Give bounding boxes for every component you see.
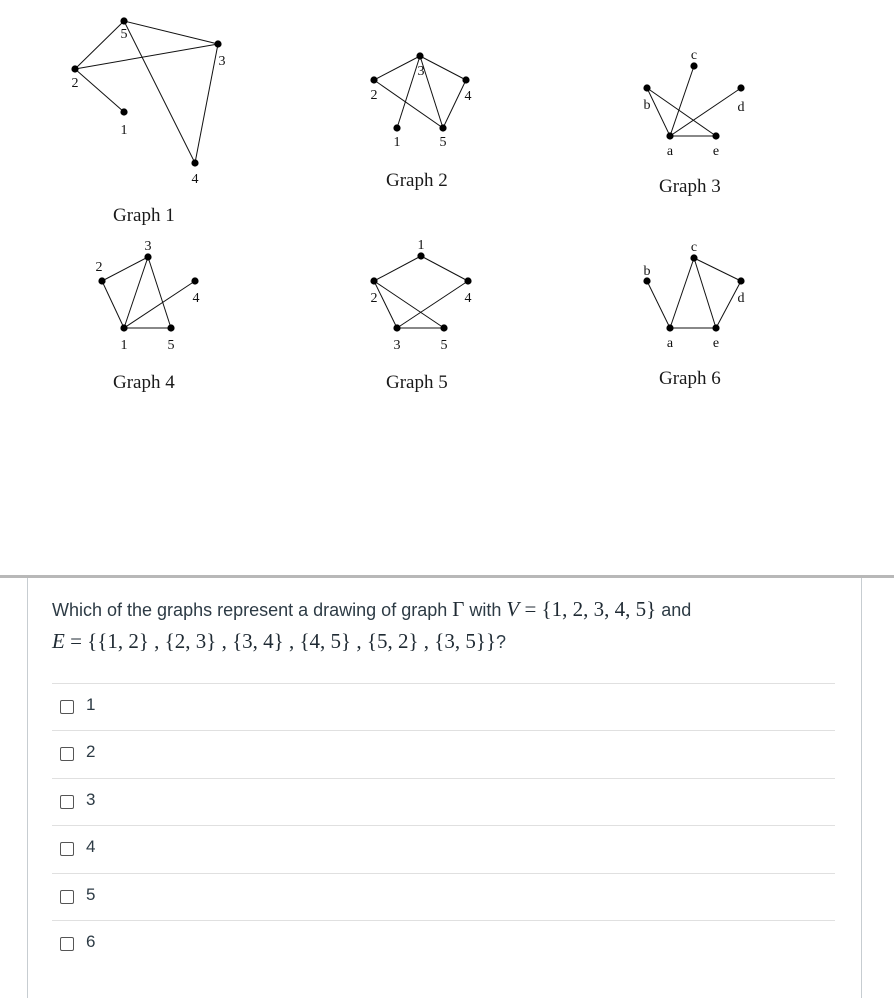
graph-1-vertex xyxy=(120,17,127,24)
graph-1-vertex-label: 1 xyxy=(120,123,128,138)
graph-3-vertex-label: c xyxy=(690,48,698,63)
graph-2-edge xyxy=(443,80,466,128)
option-4-label[interactable]: 4 xyxy=(86,837,96,856)
graph-2-vertex xyxy=(370,76,377,83)
graph-5-vertex-label: 2 xyxy=(370,291,378,306)
graph-6-vertex xyxy=(737,277,744,284)
graph-6-vertex xyxy=(690,254,697,261)
graph-4-caption: Graph 4 xyxy=(113,372,175,393)
graph-6-vertex xyxy=(666,324,673,331)
graph-1-vertex xyxy=(191,159,198,166)
edge-set-symbol: E xyxy=(52,629,65,653)
option-3-label[interactable]: 3 xyxy=(86,790,96,809)
question-text-part: and xyxy=(656,600,692,620)
graph-3-vertex xyxy=(712,132,719,139)
graph-3-vertex xyxy=(690,62,697,69)
option-6-label[interactable]: 6 xyxy=(86,932,96,951)
graph-6-vertex-label: b xyxy=(643,264,651,279)
option-2-label[interactable]: 2 xyxy=(86,742,96,761)
option-1-checkbox[interactable] xyxy=(60,700,74,714)
graph-3-vertex-label: b xyxy=(643,98,651,113)
graph-1-vertex xyxy=(120,108,127,115)
graph-5-edge xyxy=(374,281,444,328)
graph-6-vertex-label: e xyxy=(712,336,720,351)
graph-2-vertex-label: 2 xyxy=(370,88,378,103)
graph-1-vertex-label: 2 xyxy=(71,76,79,91)
graph-4-edge xyxy=(102,281,124,328)
graph-2-vertex-label: 3 xyxy=(417,64,425,79)
option-1-label[interactable]: 1 xyxy=(86,695,96,714)
graph-4-vertex-label: 5 xyxy=(167,338,175,353)
question-text-part: Which of the graphs represent a drawing of graph xyxy=(52,600,453,620)
graph-4-vertex xyxy=(191,277,198,284)
graph-1-edge xyxy=(124,21,195,163)
graph-5-vertex-label: 5 xyxy=(440,338,448,353)
graph-5-caption: Graph 5 xyxy=(386,372,448,393)
gamma-symbol: Γ xyxy=(452,597,465,621)
graph-5-vertex xyxy=(417,252,424,259)
option-4-checkbox[interactable] xyxy=(60,842,74,856)
graph-5-vertex xyxy=(440,324,447,331)
graph-3-vertex-label: e xyxy=(712,144,720,159)
graph-4-vertex-label: 4 xyxy=(192,291,200,306)
graph-2-edge xyxy=(374,80,443,128)
graph-6-edge xyxy=(670,258,694,328)
graph-5-vertex-label: 4 xyxy=(464,291,472,306)
graph-2-vertex xyxy=(416,52,423,59)
graph-2-vertex-label: 1 xyxy=(393,135,401,150)
graph-2-vertex xyxy=(393,124,400,131)
graph-4-vertex-label: 3 xyxy=(144,239,152,254)
graph-3-edge xyxy=(670,66,694,136)
graph-6-vertex-label: a xyxy=(666,336,674,351)
graph-5-vertex-label: 1 xyxy=(417,238,425,253)
graph-2-vertex-label: 4 xyxy=(464,89,472,104)
graph-3-vertex-label: a xyxy=(666,144,674,159)
graph-1-vertex-label: 5 xyxy=(120,27,128,42)
graph-4-vertex xyxy=(120,324,127,331)
graph-5-vertex xyxy=(370,277,377,284)
graph-3-caption: Graph 3 xyxy=(659,176,721,197)
graph-6-vertex-label: c xyxy=(690,240,698,255)
graph-2-caption: Graph 2 xyxy=(386,170,448,191)
option-2-checkbox[interactable] xyxy=(60,747,74,761)
graph-5-edge xyxy=(374,256,421,281)
graph-1-edge xyxy=(195,44,218,163)
option-5[interactable] xyxy=(52,873,835,921)
graph-6-vertex-label: d xyxy=(737,291,745,306)
graph-1-caption: Graph 1 xyxy=(113,205,175,226)
graph-3-vertex-label: d xyxy=(737,100,745,115)
graph-1-edge xyxy=(75,69,124,112)
option-3-checkbox[interactable] xyxy=(60,795,74,809)
option-6-checkbox[interactable] xyxy=(60,937,74,951)
graph-3-vertex xyxy=(666,132,673,139)
graph-4-vertex xyxy=(167,324,174,331)
graph-1-vertex xyxy=(71,65,78,72)
graph-6-edge xyxy=(694,258,716,328)
graph-4-vertex xyxy=(98,277,105,284)
graph-6-edge xyxy=(694,258,741,281)
graph-4-vertex-label: 2 xyxy=(95,260,103,275)
graph-1-edge xyxy=(124,21,218,44)
option-6[interactable] xyxy=(52,920,835,968)
graph-6-vertex xyxy=(712,324,719,331)
edge-set: = {{1, 2} , {2, 3} , {3, 4} , {4, 5} , {5, 2} , {3, 5}} xyxy=(64,629,497,653)
graph-4-edge xyxy=(148,257,171,328)
graph-5-vertex-label: 3 xyxy=(393,338,401,353)
graph-2-vertex-label: 5 xyxy=(439,135,447,150)
option-2[interactable] xyxy=(52,730,835,778)
graph-2-vertex xyxy=(462,76,469,83)
graph-4-vertex-label: 1 xyxy=(120,338,128,353)
graph-3-vertex xyxy=(643,84,650,91)
option-1[interactable] xyxy=(52,683,835,731)
vertex-set: = {1, 2, 3, 4, 5} xyxy=(519,597,657,621)
question-mark: ? xyxy=(496,632,507,652)
option-5-checkbox[interactable] xyxy=(60,890,74,904)
option-3[interactable] xyxy=(52,778,835,826)
graph-1-vertex-label: 4 xyxy=(191,172,199,187)
graph-1-vertex xyxy=(214,40,221,47)
graph-5-edge xyxy=(397,281,468,328)
vertex-set-symbol: V xyxy=(506,597,520,621)
question-text-part: with xyxy=(464,600,507,620)
graph-5-edge xyxy=(421,256,468,281)
question-card xyxy=(27,578,862,998)
graph-2-vertex xyxy=(439,124,446,131)
option-4[interactable] xyxy=(52,825,835,873)
graph-1-vertex-label: 3 xyxy=(218,54,226,69)
graph-4-vertex xyxy=(144,253,151,260)
graph-5-vertex xyxy=(464,277,471,284)
graph-4-edge xyxy=(124,281,195,328)
graph-6-edge xyxy=(647,281,670,328)
graph-5-vertex xyxy=(393,324,400,331)
question-text xyxy=(52,594,832,658)
graph-3-vertex xyxy=(737,84,744,91)
option-5-label[interactable]: 5 xyxy=(86,885,96,904)
graph-6-caption: Graph 6 xyxy=(659,368,721,389)
